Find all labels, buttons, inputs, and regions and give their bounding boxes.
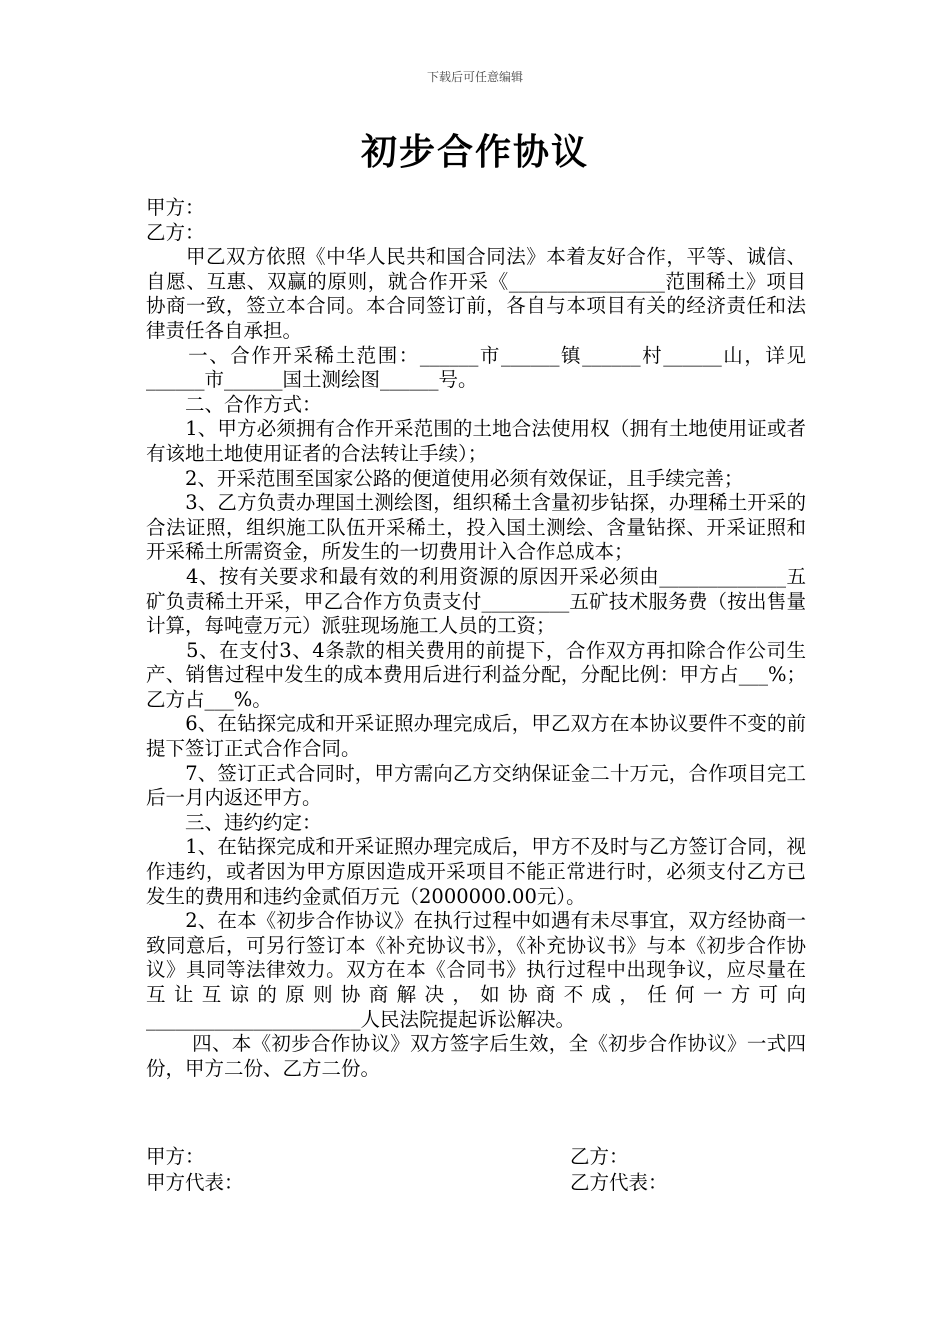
signature-row-party <box>146 1144 806 1170</box>
clause-2-3: 3、乙方负责办理国土测绘图，组织稀土含量初步钻探，办理稀土开采的合法证照，组织施工队伍开采稀土，投入国土测绘、含量钻探、开采证照和开采稀土所需资金，所发生的一切费用计入合作总成本； <box>146 491 806 564</box>
clause-2-4: 4、按有关要求和最有效的利用资源的原因开采必须由_____________五矿负责稀土开采，甲乙合作方负责支付_________五矿技术服务费（按出售量计算，每吨壹万元）派驻现场施工人员的工资； <box>146 564 806 638</box>
party-a-line: 甲方： <box>146 196 205 219</box>
section-2-heading: 二、合作方式： <box>146 392 322 416</box>
clause-2-5: 5、在支付3、4条款的相关费用的前提下，合作双方再扣除合作公司生产、销售过程中发生的成本费用后进行利益分配，分配比例：甲方占___%；乙方占___%。 <box>146 638 806 711</box>
clause-2-1: 1、甲方必须拥有合作开采范围的土地合法使用权（拥有土地使用证或者有该地土地使用证者的合法转让手续）； <box>146 417 806 465</box>
section-3-heading: 三、违约约定： <box>146 810 322 834</box>
clause-3-1: 1、在钻探完成和开采证照办理完成后，甲方不及时与乙方签订合同，视作违约，或者因为甲方原因造成开采项目不能正常进行时，必须支付乙方已发生的费用和违约金贰佰万元（2000000.00元）。 <box>146 835 806 908</box>
preamble-paragraph: 甲乙双方依照《中华人民共和国合同法》本着友好合作，平等、诚信、自愿、互惠、双赢的原则，就合作开采《________________范围稀土》项目协商一致，签立本合同。本合同签订前，各自与本项目有关的经济责任和法律责任各自承担。 <box>146 245 806 342</box>
header-note: 下载后可任意编辑 <box>426 70 523 84</box>
document-title: 初步合作协议 <box>360 131 589 173</box>
signature-row-representative <box>146 1170 806 1196</box>
party-a-rep-label: 甲方代表： <box>146 1171 244 1194</box>
clause-2-7: 7、签订正式合同时，甲方需向乙方交纳保证金二十万元，合作项目完工后一月内返还甲方。 <box>146 761 806 810</box>
section-1-scope: 一、合作开采稀土范围：______市______镇______村______山，详见______市______国土测绘图______号。 <box>146 343 806 392</box>
document-body <box>146 196 806 1081</box>
party-b-signature-label: 乙方： <box>570 1145 629 1168</box>
clause-3-2: 2、在本《初步合作协议》在执行过程中如遇有未尽事宜，双方经协商一致同意后，可另行签订本《补充协议书》，《补充协议书》与本《初步合作协议》具同等法律效力。双方在本《合同书》执行过程中出现争议，应尽量在互让互谅的原则协商解决，如协商不成，任何一方可向______________________人民法院提起诉讼解决。 <box>146 909 806 1031</box>
signature-block <box>146 1144 806 1196</box>
clause-2-2: 2、开采范围至国家公路的便道使用必须有效保证，且手续完善； <box>146 466 744 490</box>
party-b-line: 乙方： <box>146 220 205 244</box>
section-4-effect: 四、本《初步合作协议》双方签字后生效，全《初步合作协议》一式四份，甲方二份、乙方二份。 <box>146 1032 806 1080</box>
party-a-signature-label: 甲方： <box>146 1145 205 1168</box>
clause-2-6: 6、在钻探完成和开采证照办理完成后，甲乙双方在本协议要件不变的前提下签订正式合作合同。 <box>146 712 806 761</box>
party-b-rep-label: 乙方代表： <box>570 1171 668 1194</box>
